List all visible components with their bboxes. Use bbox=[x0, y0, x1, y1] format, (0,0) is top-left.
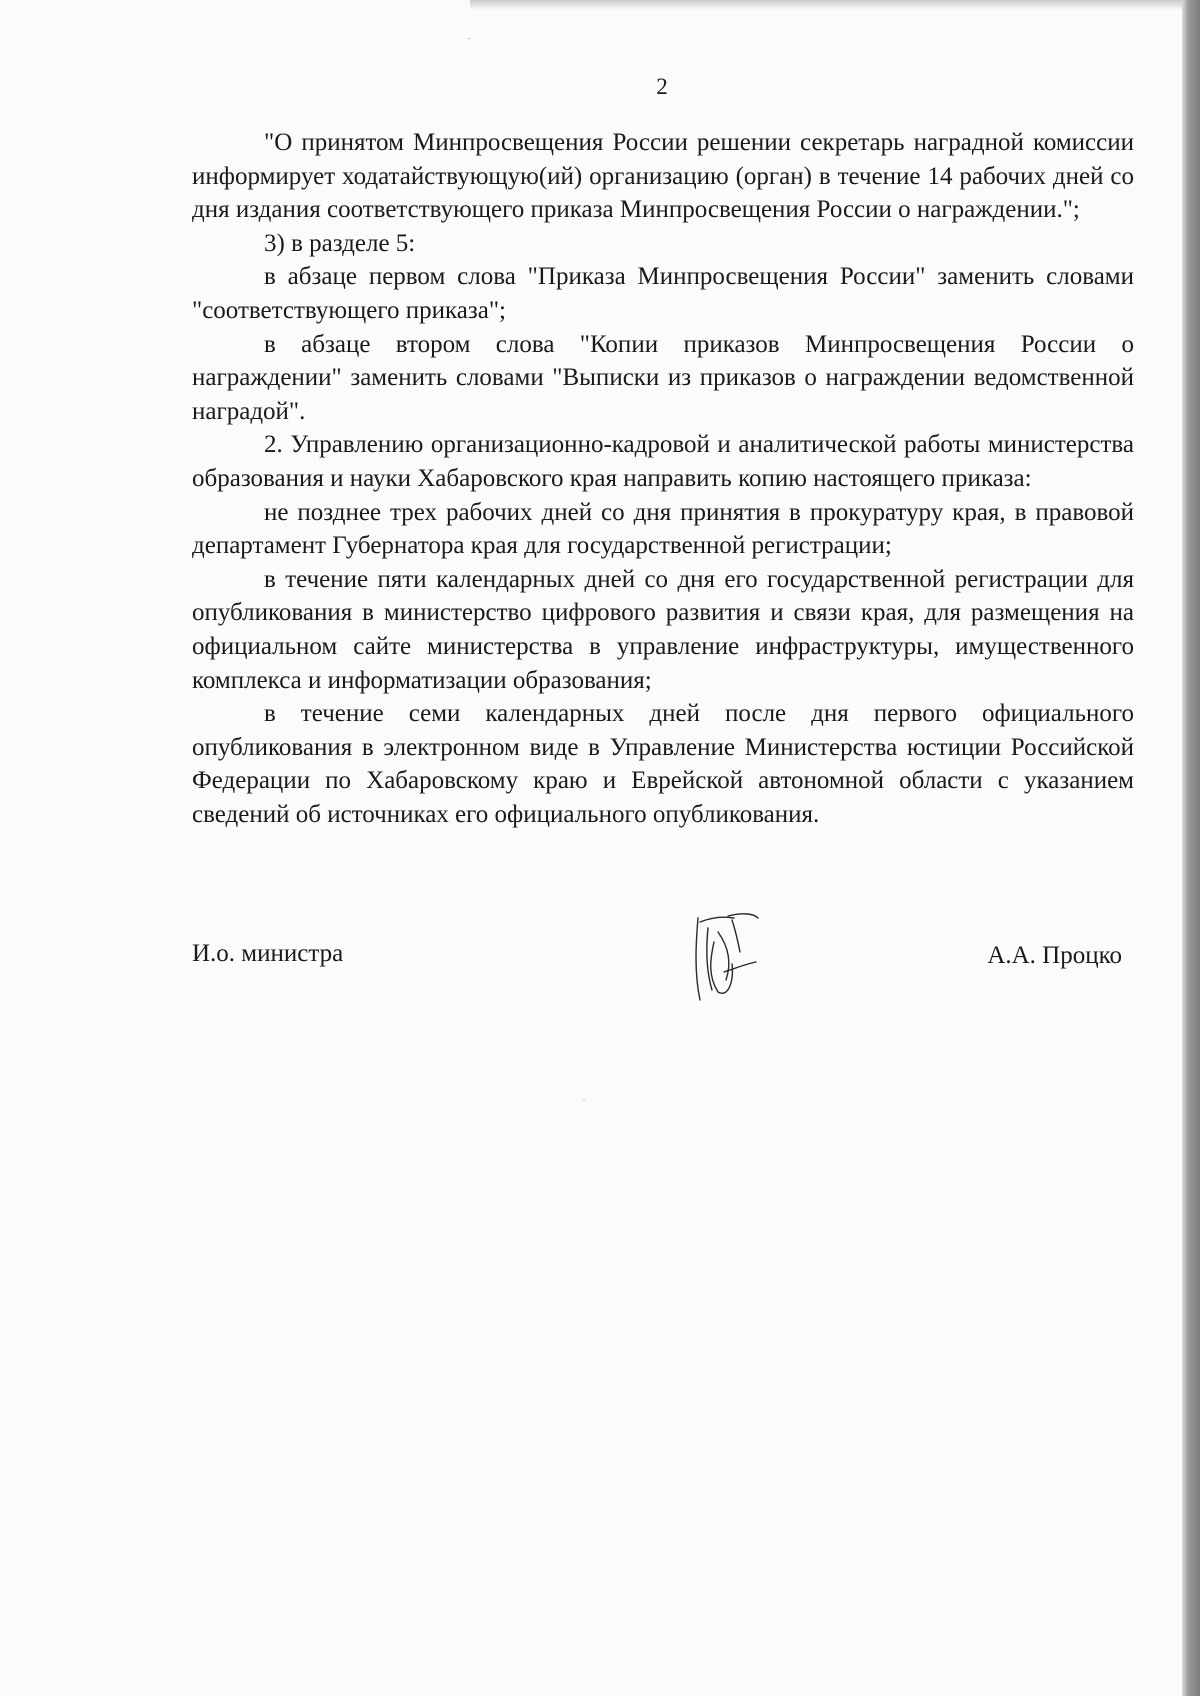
paragraph: 3) в разделе 5: bbox=[264, 229, 416, 257]
paragraph: "О принятом Минпросвещения России решении секретарь наградной комиссии информирует ходатайствующую(ий) организацию (орган) в течение 14 рабочих дней со дня издания соответствующего приказа Минпросвещения России о награждении."; bbox=[192, 129, 1134, 224]
paragraph: 2. Управлению организационно-кадровой и аналитической работы министерства образования и науки Хабаровского края направить копию настоящего приказа: bbox=[192, 431, 1134, 492]
paragraph: в абзаце втором слова "Копии приказов Минпросвещения России о награждении" заменить словами "Выписки из приказов о награждении ведомственной наградой". bbox=[192, 330, 1134, 425]
scanner-edge bbox=[1182, 0, 1200, 1696]
scan-speck bbox=[468, 38, 470, 39]
signature-block bbox=[192, 940, 1122, 1000]
signatory-name: А.А. Процко bbox=[987, 942, 1122, 969]
page-number: 2 bbox=[656, 74, 668, 99]
signatory-role: И.о. министра bbox=[192, 940, 344, 967]
paragraph: в течение семи календарных дней после дня первого официального опубликования в электронном виде в Управление Министерства юстиции Российской Федерации по Хабаровскому краю и Еврейской автономной области с указанием сведений об источниках его официального опубликования. bbox=[192, 700, 1134, 828]
paragraph: в течение пяти календарных дней со дня его государственной регистрации для опубликования в министерство цифрового развития и связи края, для размещения на официальном сайте министерства в управление инфраструктуры, имущественного комплекса и информатизации образования; bbox=[192, 565, 1134, 694]
paragraph: в абзаце первом слова "Приказа Минпросвещения России" заменить словами "соответствующего приказа"; bbox=[192, 263, 1134, 324]
scan-speck bbox=[583, 1100, 585, 1101]
paragraph: не позднее трех рабочих дней со дня принятия в прокуратуру края, в правовой департамент Губернатора края для государственной регистрации; bbox=[192, 498, 1134, 560]
document-body bbox=[192, 126, 1134, 831]
handwritten-signature-icon bbox=[688, 912, 760, 1004]
scan-shadow-top bbox=[470, 0, 1182, 10]
